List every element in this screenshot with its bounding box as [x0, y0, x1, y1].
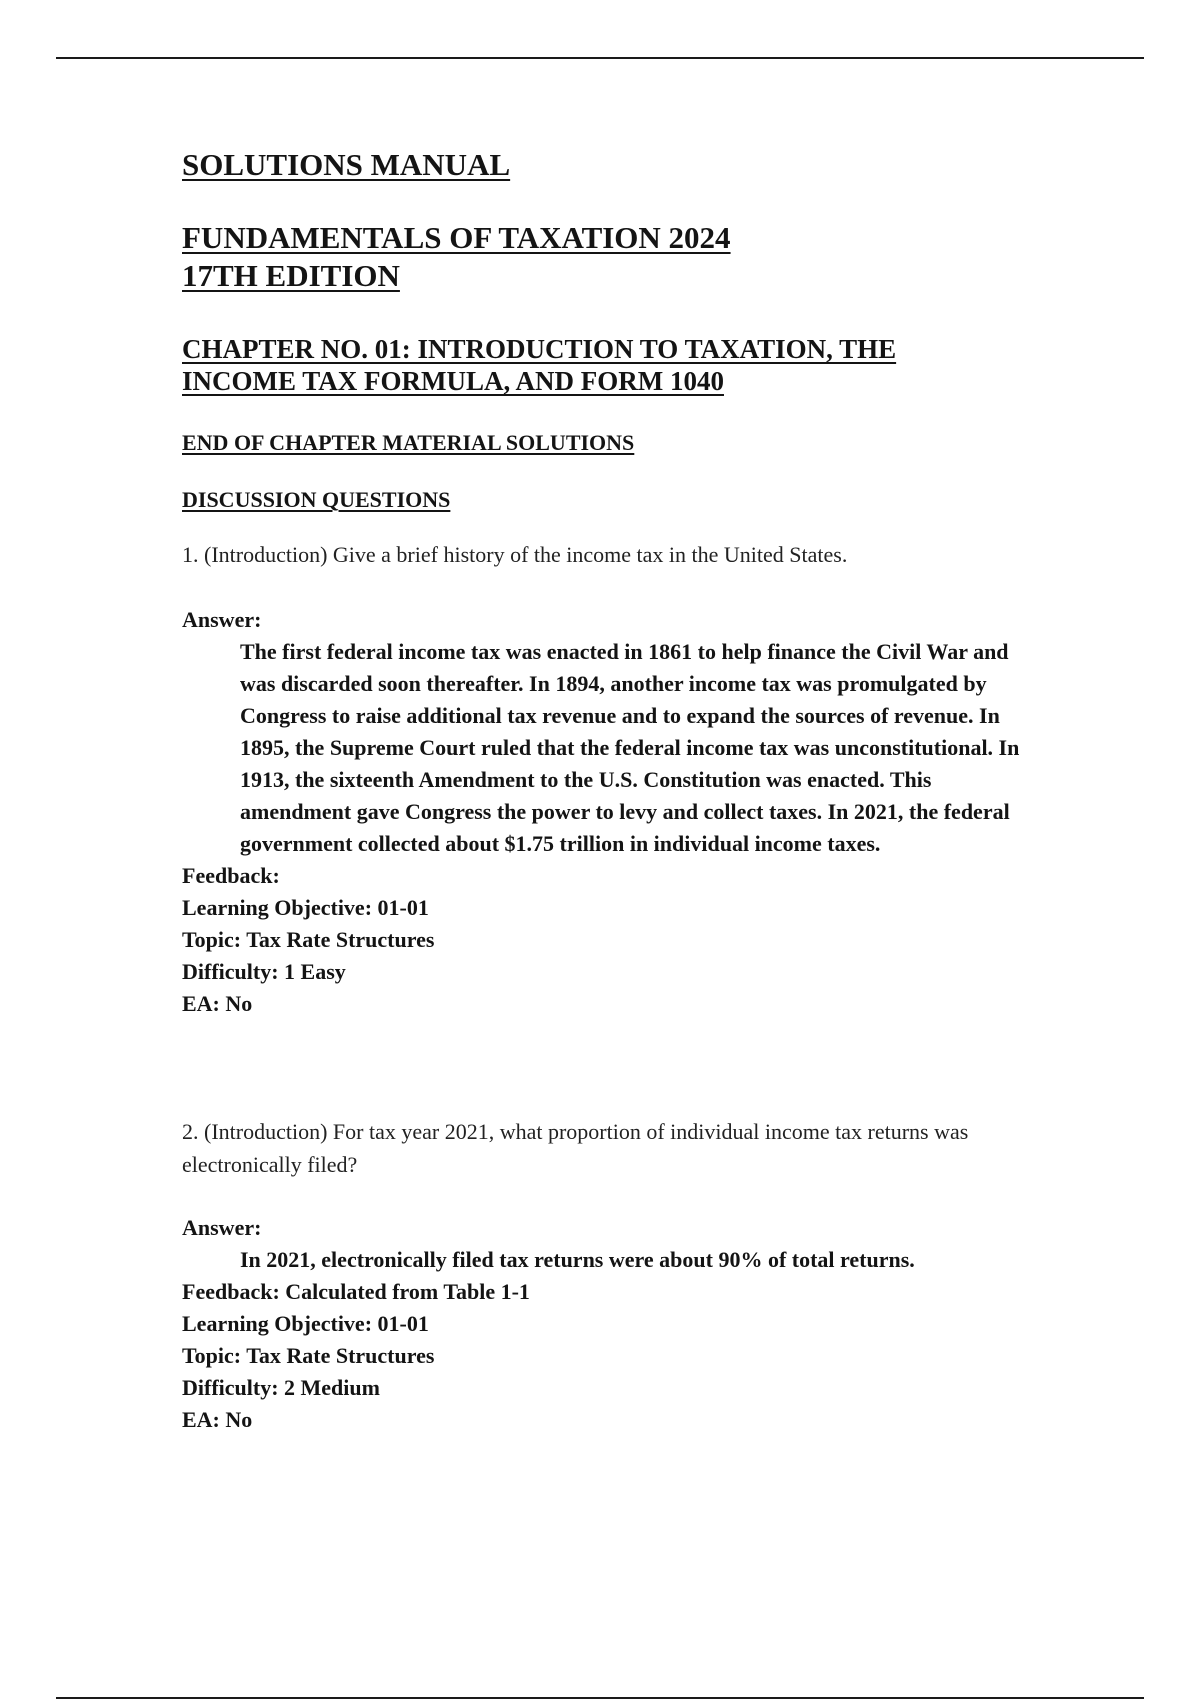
chapter-heading-line-1: CHAPTER NO. 01: INTRODUCTION TO TAXATION, THE	[182, 334, 897, 364]
question-1: 1. (Introduction) Give a brief history of the income tax in the United States.	[182, 542, 848, 567]
feedback: Feedback:	[182, 863, 280, 888]
ea-flag: EA: No	[182, 991, 253, 1016]
section-heading: END OF CHAPTER MATERIAL SOLUTIONS	[182, 430, 635, 455]
topic: Topic: Tax Rate Structures	[182, 927, 435, 952]
question-2: 2. (Introduction) For tax year 2021, what proportion of individual income tax returns was electronically filed?	[182, 1119, 969, 1177]
answer-label: Answer:	[182, 1215, 262, 1240]
answer-block-2	[182, 1212, 1082, 1436]
edition: 17TH EDITION	[182, 258, 400, 293]
document-title: SOLUTIONS MANUAL	[182, 147, 511, 182]
chapter-heading-line-2: INCOME TAX FORMULA, AND FORM 1040	[182, 366, 724, 396]
subsection-heading: DISCUSSION QUESTIONS	[182, 487, 451, 512]
bottom-rule	[56, 1697, 1144, 1699]
feedback: Feedback: Calculated from Table 1-1	[182, 1279, 530, 1304]
learning-objective: Learning Objective: 01-01	[182, 895, 429, 920]
ea-flag: EA: No	[182, 1407, 253, 1432]
top-rule	[56, 57, 1144, 59]
answer-label: Answer:	[182, 607, 262, 632]
difficulty: Difficulty: 1 Easy	[182, 959, 346, 984]
topic: Topic: Tax Rate Structures	[182, 1343, 435, 1368]
answer-text: The first federal income tax was enacted in 1861 to help finance the Civil War and was discarded soon thereafter. In 1894, another income tax was promulgated by Congress to raise additional tax revenue and to expand the sources of revenue. In 1895, the Supreme Court ruled that the federal income tax was unconstitutional. In 1913, the sixteenth Amendment to the U.S. Constitution was enacted. This amendment gave Congress the power to levy and collect taxes. In 2021, the federal government collected about $1.75 trillion in individual income taxes.	[240, 639, 1020, 856]
answer-text: In 2021, electronically filed tax returns were about 90% of total returns.	[240, 1247, 915, 1272]
answer-block-1	[182, 604, 1082, 1020]
learning-objective: Learning Objective: 01-01	[182, 1311, 429, 1336]
difficulty: Difficulty: 2 Medium	[182, 1375, 380, 1400]
book-title: FUNDAMENTALS OF TAXATION 2024	[182, 220, 731, 255]
